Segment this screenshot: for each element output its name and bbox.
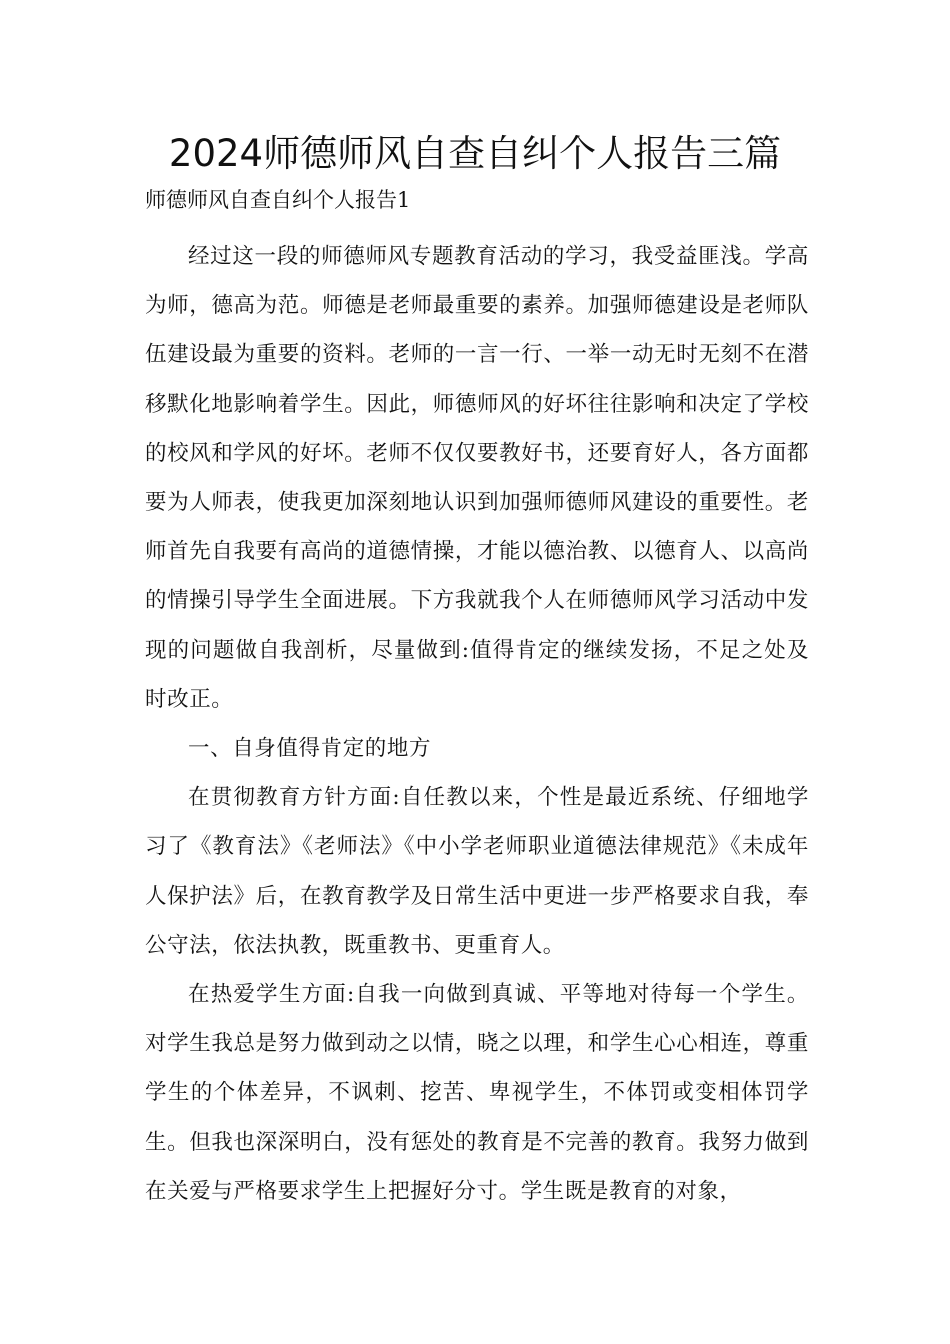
paragraph-love-students: 在热爱学生方面:自我一向做到真诚、平等地对待每一个学生。对学生我总是努力做到动之以情，晓之以理，和学生心心相连，尊重学生的个体差异，不讽刺、挖苦、卑视学生，不体罚或变相体罚学生。但我也深深明白，没有惩处的教育是不完善的教育。我努力做到在关爱与严格要求学生上把握好分寸。学生既是教育的对象， [145, 982, 809, 1204]
document-subtitle: 师德师风自查自纠个人报告1 [145, 188, 411, 212]
section-heading: 一、自身值得肯定的地方 [188, 736, 432, 762]
paragraph-education-policy: 在贯彻教育方针方面:自任教以来，个性是最近系统、仔细地学习了《教育法》《老师法》《中小学老师职业道德法律规范》《未成年人保护法》后，在教育教学及日常生活中更进一步严格要求自我，奉公守法，依法执教，既重教书、更重育人。 [145, 785, 809, 958]
document-title: 2024师德师风自查自纠个人报告三篇 [168, 132, 782, 175]
document-body [145, 232, 809, 1216]
paragraph-intro: 经过这一段的师德师风专题教育活动的学习，我受益匪浅。学高为师，德高为范。师德是老师最重要的素养。加强师德建设是老师队伍建设最为重要的资料。老师的一言一行、一举一动无时无刻不在潜移默化地影响着学生。因此，师德师风的好坏往往影响和决定了学校的校风和学风的好坏。老师不仅仅要教好书，还要育好人，各方面都要为人师表，使我更加深刻地认识到加强师德师风建设的重要性。老师首先自我要有高尚的道德情操，才能以德治教、以德育人、以高尚的情操引导学生全面进展。下方我就我个人在师德师风学习活动中发现的问题做自我剖析，尽量做到:值得肯定的继续发扬，不足之处及时改正。 [145, 244, 809, 712]
